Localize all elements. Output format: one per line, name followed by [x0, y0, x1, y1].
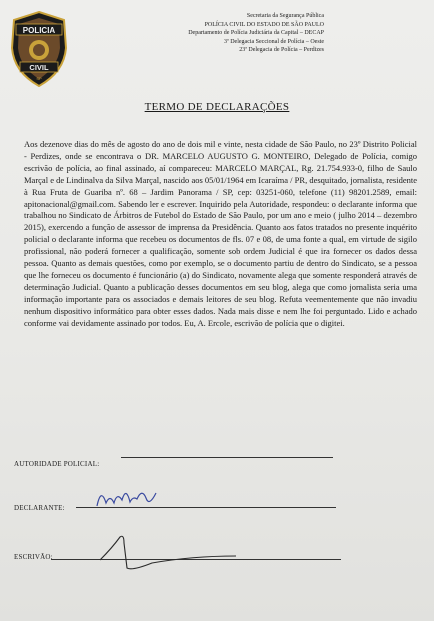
declarante-label: DECLARANTE:	[14, 504, 65, 512]
header-line: POLÍCIA CIVIL DO ESTADO DE SÃO PAULO	[204, 21, 324, 28]
header-line: 3ª Delegacia Seccional de Polícia – Oeste	[224, 38, 324, 45]
header-line: Departamento de Polícia Judiciária da Capital – DECAP	[188, 30, 324, 36]
declaration-body: Aos dezenove dias do mês de agosto do ano de dois mil e vinte, nesta cidade de São Paulo, no 23º Distrito Policial - Perdizes, onde se encontrava o DR. MARCELO AUGUSTO G. MONTEIRO, Delegado de Polícia, comigo escrivão de polícia, ao final assinado, aí compareceu: MARCELO MARÇAL, Rg. 21.754.933-0, filho de Saulo Marçal e de Lindinalva da Silva Marçal, nascido aos 05/01/1964 em Icaraíma / PR, desquitado, jornalista, residente à Rua Fruta de Guariba nº. 68 – Jardim Panorama / SP, cep: 03251-060, telefone (11) 98201.2589, email: apitonacional@gmail.com. Sabendo ler e escrever. Inquirido pela Autoridade, respondeu: o declarante informa que trabalhou no Sindicato de Árbitros de Futebol do Estado de São Paulo, por um ano e meio ( julho 2014 – dezembro 2015), exercendo a função de assessor de imprensa da Presidência. Quanto aos fatos tratados no presente inquérito policial o declarante informa que recebeu os documentos de fls. 07 e 08, de uma fonte a qual, em virtude de sigilo profissional, não poderá fornecer a qualificação, somente sob ordem Judicial é que ira fornecer os dados dessa pessoa. Quanto as demais questões, como por exemplo, se o documento partiu de dentro do Sindicato, se a pessoa que lhe forneceu os documento é funcionário (a) do Sindicato, novamente alega que somente responderá através de determinação Judicial. Quanto a publicação desses documentos em seu blog, alega que como jornalista seria uma informação importante para os associados e demais leitores de seu blog. Refuta veementemente que não invadiu nenhum dispositivo informático para obter esses dados. Nada mais disse e nem lhe foi perguntado. Lido e achado conforme vai devidamente assinado por todos. Eu, A. Ercole, escrivão de polícia que o digitei.	[24, 139, 417, 328]
header-line: 23ª Delegacia de Polícia – Perdizes	[239, 47, 324, 53]
document-title: TERMO DE DECLARAÇÕES	[144, 101, 290, 113]
autoridade-label: AUTORIDADE POLICIAL:	[14, 460, 100, 468]
svg-text:CIVIL: CIVIL	[29, 63, 49, 72]
escrivao-label: ESCRIVÃO:	[14, 553, 53, 561]
escrivao-signature	[100, 536, 236, 569]
svg-text:POLICIA: POLICIA	[22, 26, 56, 35]
declarante-signature	[97, 493, 156, 506]
svg-text:SP: SP	[36, 76, 42, 81]
header-line: Secretaria da Segurança Pública	[246, 13, 324, 19]
